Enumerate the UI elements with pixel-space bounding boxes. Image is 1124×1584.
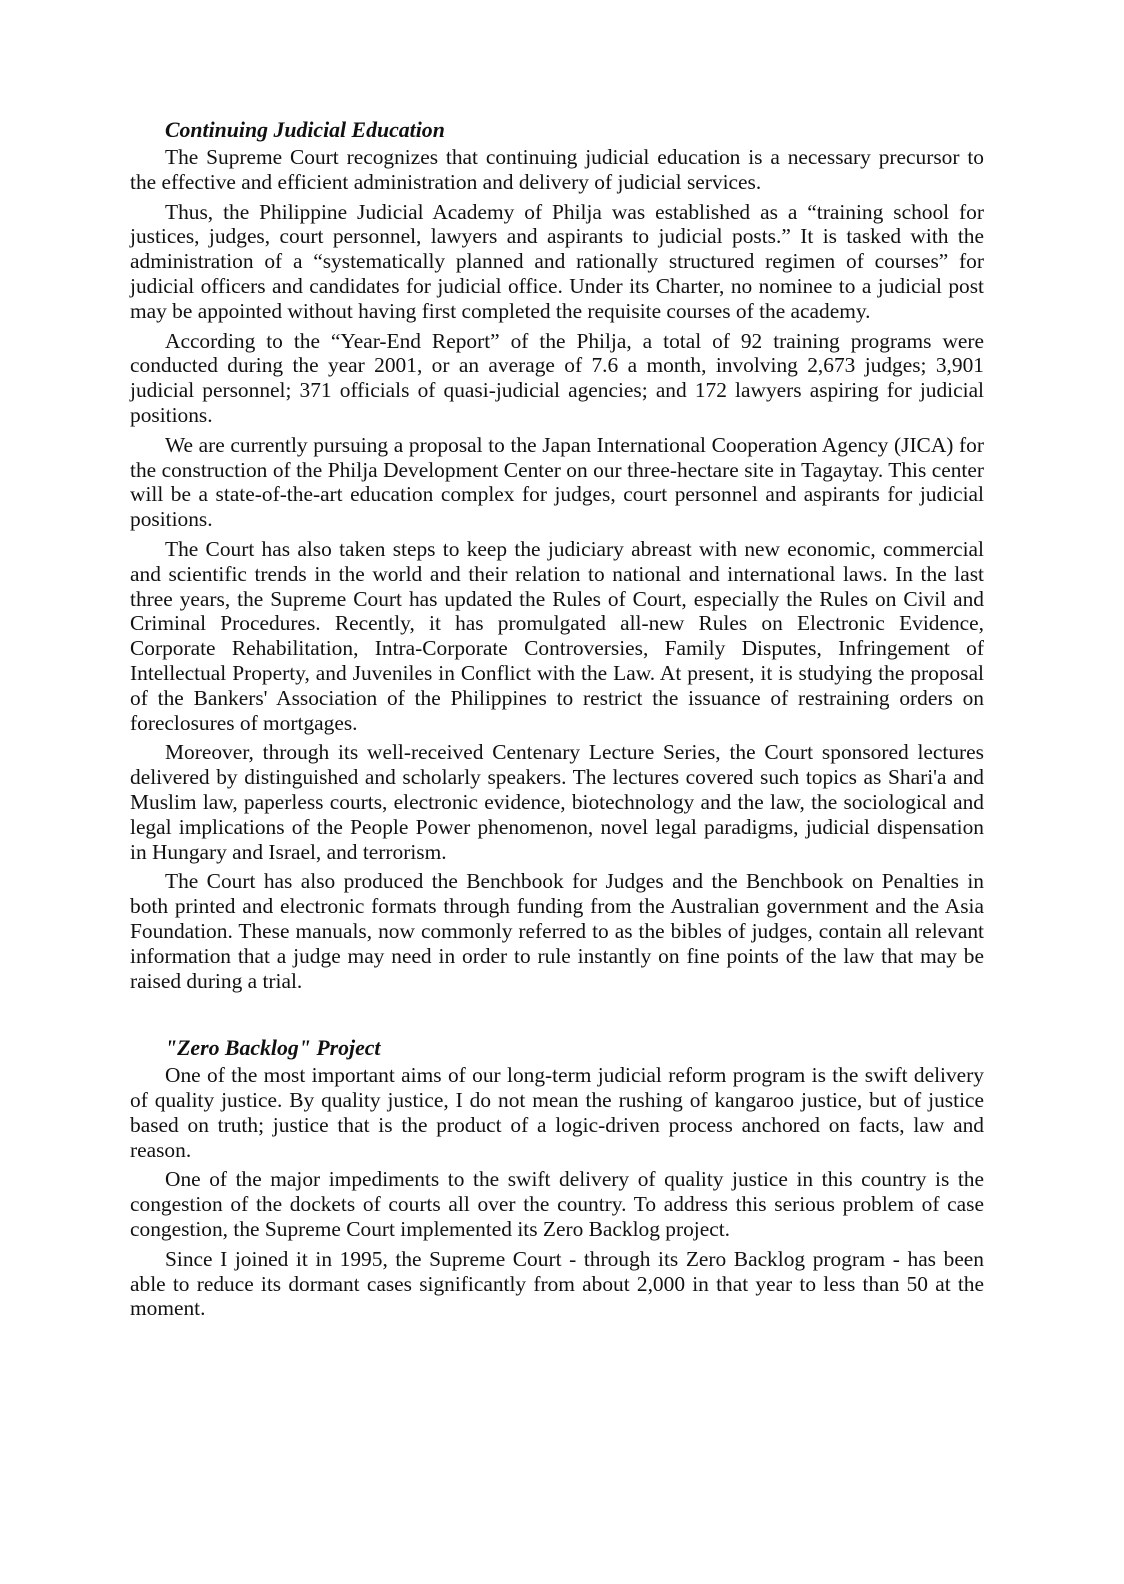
paragraph: Since I joined it in 1995, the Supreme Court - through its Zero Backlog program - has been able to reduce its dormant cases significantly from about 2,000 in that year to less than 50 at the moment.	[130, 1246, 984, 1321]
section-heading: "Zero Backlog" Project	[165, 1036, 381, 1061]
paragraph: One of the major impediments to the swift delivery of quality justice in this country is the congestion of the dockets of courts all over the country. To address this serious problem of case congestion, the Supreme Court implemented its Zero Backlog project.	[130, 1167, 984, 1242]
paragraph: Thus, the Philippine Judicial Academy of Philja was established as a “training school for justices, judges, court personnel, lawyers and aspirants to judicial posts.” It is tasked with the administration of a “systematically planned and rationally structured regimen of courses” for judicial officers and candidates for judicial office. Under its Charter, no nominee to a judicial post may be appointed without having first completed the requisite courses of the academy.	[130, 199, 984, 323]
paragraph: One of the most important aims of our long-term judicial reform program is the swift delivery of quality justice. By quality justice, I do not mean the rushing of kangaroo justice, but of justice based on truth; justice that is the product of a logic-driven process anchored on facts, law and reason.	[130, 1063, 984, 1162]
paragraph: The Supreme Court recognizes that continuing judicial education is a necessary precursor to the effective and efficient administration and delivery of judicial services.	[130, 145, 984, 194]
section-zero-backlog-project	[130, 1033, 984, 1321]
paragraph: The Court has also taken steps to keep the judiciary abreast with new economic, commercial and scientific trends in the world and their relation to national and international laws. In the last three years, the Supreme Court has updated the Rules of Court, especially the Rules on Civil and Criminal Procedures. Recently, it has promulgated all-new Rules on Electronic Evidence, Corporate Rehabilitation, Intra-Corporate Controversies, Family Disputes, Infringement of Intellectual Property, and Juveniles in Conflict with the Law. At present, it is studying the proposal of the Bankers' Association of the Philippines to restrict the issuance of restraining orders on foreclosures of mortgages.	[130, 536, 984, 735]
paragraph: Moreover, through its well-received Centenary Lecture Series, the Court sponsored lectures delivered by distinguished and scholarly speakers. The lectures covered such topics as Shari'a and Muslim law, paperless courts, electronic evidence, biotechnology and the law, the sociological and legal implications of the People Power phenomenon, novel legal paradigms, judicial dispensation in Hungary and Israel, and terrorism.	[130, 740, 984, 864]
section-heading: Continuing Judicial Education	[165, 118, 445, 142]
paragraph: The Court has also produced the Benchbook for Judges and the Benchbook on Penalties in both printed and electronic formats through funding from the Australian government and the Asia Foundation. These manuals, now commonly referred to as the bibles of judges, contain all relevant information that a judge may need in order to rule instantly on fine points of the law that may be raised during a trial.	[130, 869, 984, 993]
paragraph: According to the “Year-End Report” of the Philja, a total of 92 training programs were conducted during the year 2001, or an average of 7.6 a month, involving 2,673 judges; 3,901 judicial personnel; 371 officials of quasi-judicial agencies; and 172 lawyers aspiring for judicial positions.	[130, 328, 984, 427]
paragraph: We are currently pursuing a proposal to the Japan International Cooperation Agency (JICA) for the construction of the Philja Development Center on our three-hectare site in Tagaytay. This center will be a state-of-the-art education complex for judges, court personnel and aspirants for judicial positions.	[130, 432, 984, 532]
section-continuing-judicial-education	[130, 115, 984, 993]
